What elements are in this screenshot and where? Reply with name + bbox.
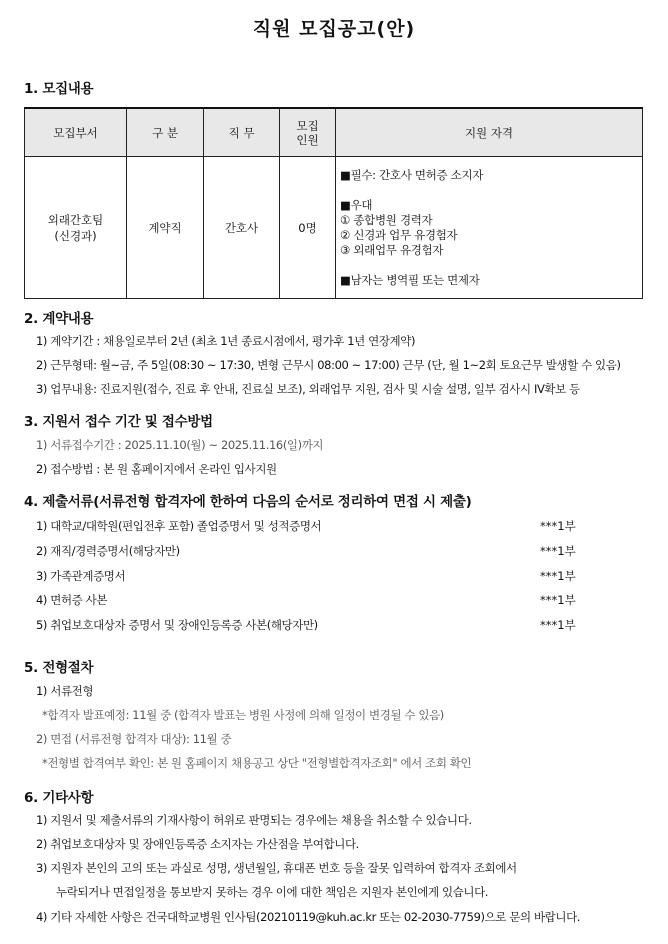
work-type: 2) 근무형태: 월~금, 주 5일(08:30 ~ 17:30, 변형 근무시 08:00 ~ 17:00) 근무 (단, 월 1~2회 토요근무 발생할 수 있음) <box>36 358 621 372</box>
document-item: 1) 대학교/대학원(편입전후 포함) 졸업증명서 및 성적증명서 <box>36 519 322 533</box>
application-method: 2) 접수방법 : 본 원 홈페이지에서 온라인 입사지원 <box>36 462 277 476</box>
document-qty: ***1부 <box>540 618 576 632</box>
document-qty: ***1부 <box>540 569 576 583</box>
header-qualifications: 지원 자격 <box>336 108 643 157</box>
application-period: 1) 서류접수기간 : 2025.11.10(월) ~ 2025.11.16(일)까지 <box>36 438 324 452</box>
qual-preferred-2: ② 신경과 업무 유경험자 <box>340 227 458 242</box>
recruitment-table <box>24 107 643 299</box>
section-heading-other: 6. 기타사항 <box>24 790 94 806</box>
document-qty: ***1부 <box>540 519 576 533</box>
other-item-3-cont: 누락되거나 면접일정을 통보받지 못하는 경우 이에 대한 책임은 지원자 본인에게 있습니다. <box>56 885 489 899</box>
section-heading-application: 3. 지원서 접수 기간 및 접수방법 <box>24 414 213 430</box>
qual-military: ■남자는 병역필 또는 면제자 <box>340 272 480 287</box>
table-row <box>25 157 643 299</box>
other-item-1: 1) 지원서 및 제출서류의 기재사항이 허위로 판명되는 경우에는 채용을 취소할 수 있습니다. <box>36 813 472 827</box>
job-description: 3) 업무내용: 진료지원(접수, 진료 후 안내, 진료실 보조), 외래업무 지원, 검사 및 시술 설명, 일부 검사시 IV확보 등 <box>36 382 580 396</box>
process-note-result-check: *전형별 합격여부 확인: 본 원 홈페이지 채용공고 상단 "전형별합격자조회" 에서 조회 확인 <box>42 756 472 770</box>
qual-required: ■필수: 간호사 면허증 소지자 <box>340 167 484 182</box>
document-item: 2) 재직/경력증명서(해당자만) <box>36 544 180 558</box>
section-heading-recruitment: 1. 모집내용 <box>24 81 94 97</box>
document-qty: ***1부 <box>540 544 576 558</box>
cell-headcount: 0명 <box>280 157 336 299</box>
header-category: 구 분 <box>127 108 204 157</box>
page-title: 직원 모집공고(안) <box>252 18 416 40</box>
department-sub: (신경과) <box>54 228 97 243</box>
department-name: 외래간호팀 <box>47 212 104 227</box>
header-department: 모집부서 <box>25 108 127 157</box>
qual-preferred: ■우대 <box>340 197 373 212</box>
qual-preferred-3: ③ 외래업무 유경험자 <box>340 242 444 257</box>
other-item-2: 2) 취업보호대상자 및 장애인등록증 소지자는 가산점을 부여합니다. <box>36 837 359 851</box>
header-job: 직 무 <box>204 108 280 157</box>
cell-department <box>25 157 127 299</box>
cell-category: 계약직 <box>127 157 204 299</box>
cell-job: 간호사 <box>204 157 280 299</box>
process-interview: 2) 면접 (서류전형 합격자 대상): 11월 중 <box>36 732 232 746</box>
cell-qualifications <box>336 157 643 299</box>
section-heading-contract: 2. 계약내용 <box>24 311 94 327</box>
section-heading-documents: 4. 제출서류(서류전형 합격자에 한하여 다음의 순서로 정리하여 면접 시 제출) <box>24 494 472 510</box>
process-document-screening: 1) 서류전형 <box>36 684 94 698</box>
document-item: 3) 가족관계증명서 <box>36 569 126 583</box>
header-headcount: 모집 인원 <box>280 108 336 157</box>
process-note-announcement: *합격자 발표예정: 11월 중 (합격자 발표는 병원 사정에 의해 일정이 변경될 수 있음) <box>42 708 444 722</box>
document-item: 4) 면허증 사본 <box>36 593 108 607</box>
other-item-3: 3) 지원자 본인의 고의 또는 과실로 성명, 생년월일, 휴대폰 번호 등을 잘못 입력하여 합격자 조회에서 <box>36 861 517 875</box>
qual-preferred-1: ① 종합병원 경력자 <box>340 212 433 227</box>
document-item: 5) 취업보호대상자 증명서 및 장애인등록증 사본(해당자만) <box>36 618 318 632</box>
section-heading-process: 5. 전형절차 <box>24 660 94 676</box>
other-item-4: 4) 기타 자세한 사항은 건국대학교병원 인사팀(20210119@kuh.ac.kr 또는 02-2030-7759)으로 문의 바랍니다. <box>36 910 581 924</box>
contract-period: 1) 계약기간 : 채용일로부터 2년 (최초 1년 종료시점에서, 평가후 1년 연장계약) <box>36 334 416 348</box>
document-qty: ***1부 <box>540 593 576 607</box>
